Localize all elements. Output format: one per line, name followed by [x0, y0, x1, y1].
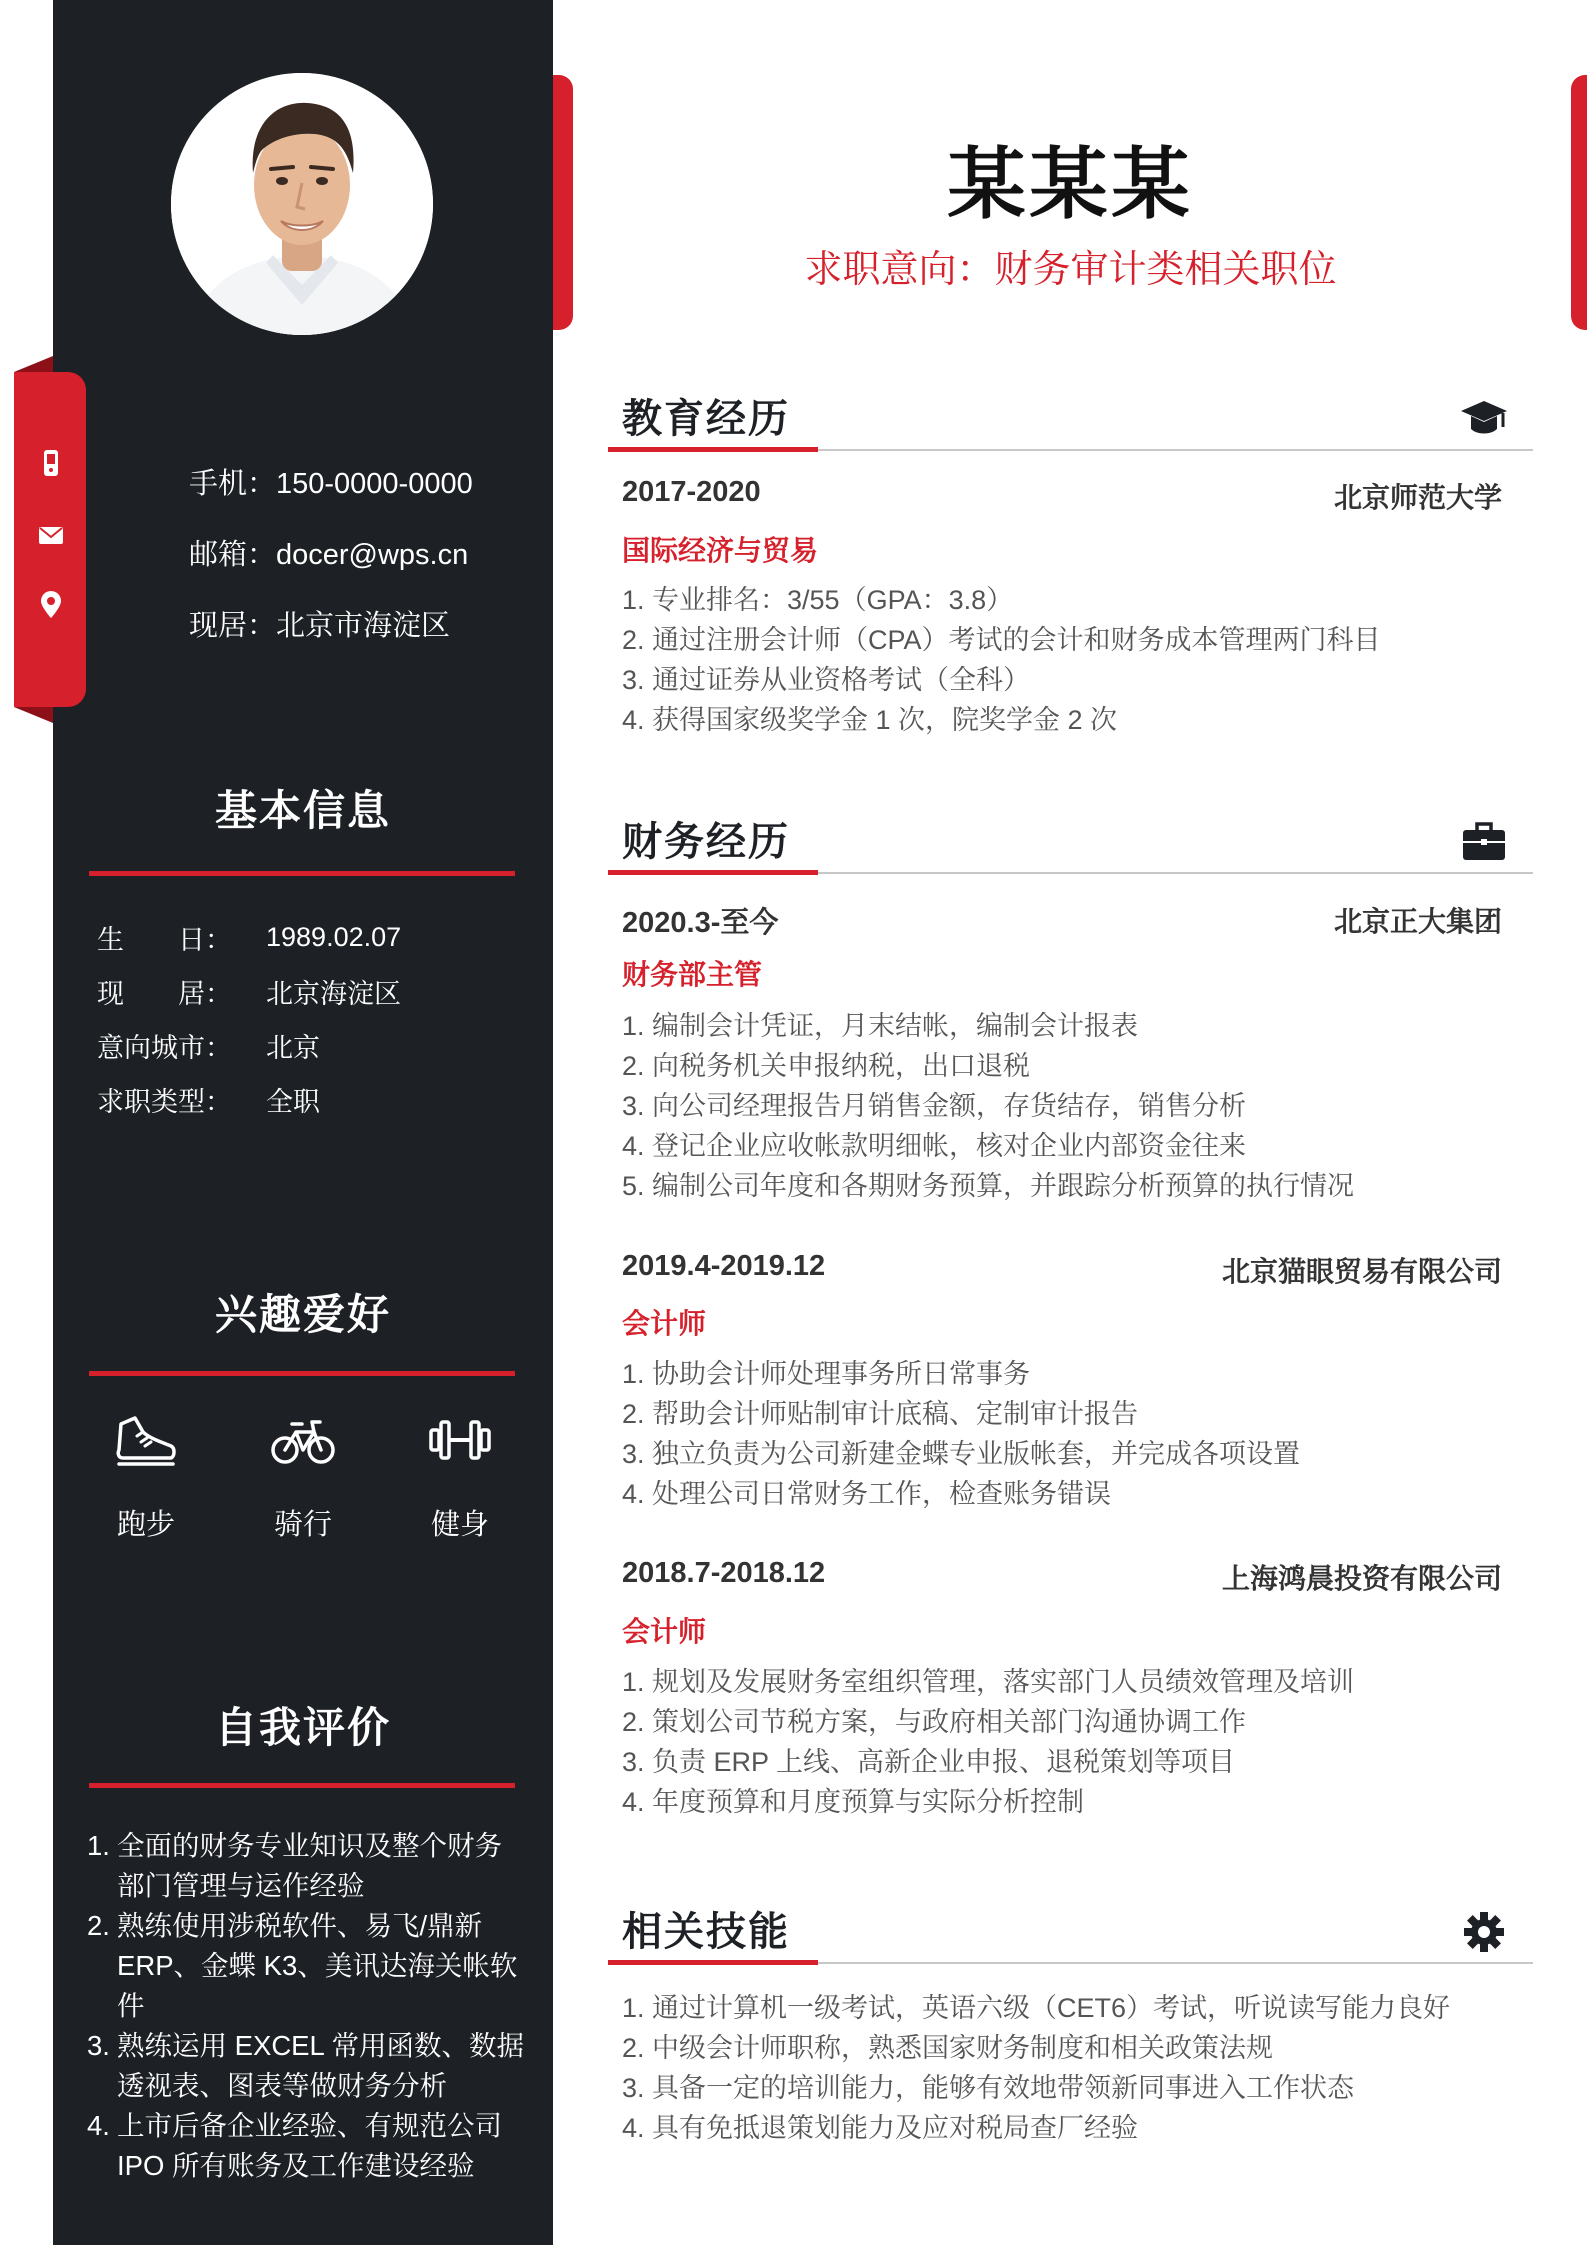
eval-number: 1. [87, 1830, 110, 1861]
skills-bullets [622, 1988, 1450, 2148]
education-major: 国际经济与贸易 [622, 535, 819, 566]
self-eval-title: 自我评价 [214, 1703, 391, 1752]
hobbies-list [71, 1410, 535, 1543]
sidebar [53, 0, 553, 2245]
eval-line: 全面的财务专业知识及整个财务 [117, 1830, 502, 1861]
page-red-edge [1571, 75, 1587, 330]
location-pin-icon [36, 590, 66, 620]
contact-list [189, 446, 473, 659]
contact-tab [14, 372, 86, 707]
bullet-item: 1. 协助会计师处理事务所日常事务 [622, 1359, 1031, 1389]
bullet-item: 2. 向税务机关申报纳税，出口退税 [622, 1051, 1031, 1081]
eval-line: 上市后备企业经验、有规范公司 [117, 2110, 502, 2141]
envelope-icon [36, 520, 66, 550]
eval-number: 2. [87, 1910, 110, 1941]
education-date: 2017-2020 [622, 476, 761, 508]
eval-line: 熟练使用涉税软件、易飞/鼎新 [117, 1910, 483, 1941]
running-shoe-icon [113, 1410, 179, 1470]
info-row-job-type [97, 1072, 401, 1126]
info-row-birthday [97, 910, 401, 964]
work-bullets [622, 1662, 1354, 1822]
info-label: 现 居： [97, 978, 232, 1009]
info-label: 求职类型： [97, 1086, 232, 1117]
education-title: 教育经历 [622, 395, 790, 442]
bullet-item: 1. 编制会计凭证，月末结帐，编制会计报表 [622, 1011, 1139, 1041]
hobby-running [71, 1410, 221, 1543]
work-date: 2019.4-2019.12 [622, 1250, 826, 1282]
work-entry-head [622, 1250, 1502, 1290]
info-row-residence [97, 964, 401, 1018]
eval-text [117, 2106, 502, 2186]
briefcase-icon [1459, 816, 1509, 864]
hobby-label: 骑行 [273, 1509, 332, 1541]
job-intent: 求职意向：财务审计类相关职位 [804, 249, 1337, 291]
contact-phone: 手机：150-0000-0000 [189, 468, 473, 500]
work-company: 上海鸿晨投资有限公司 [1221, 1563, 1502, 1594]
hobbies-title: 兴趣爱好 [214, 1290, 391, 1339]
bullet-item: 4. 年度预算和月度预算与实际分析控制 [622, 1787, 1085, 1817]
bullet-item: 1. 专业排名：3/55（GPA：3.8） [622, 585, 1014, 615]
bullet-item: 5. 编制公司年度和各期财务预算，并跟踪分析预算的执行情况 [622, 1171, 1355, 1201]
section-accent [608, 1960, 818, 1965]
bullet-item: 3. 独立负责为公司新建金蝶专业版帐套，并完成各项设置 [622, 1439, 1301, 1469]
bullet-item: 1. 通过计算机一级考试，英语六级（CET6）考试，听说读写能力良好 [622, 1993, 1451, 2023]
self-eval-item [87, 1906, 527, 2026]
education-school: 北京师范大学 [1333, 482, 1502, 513]
bullet-item: 4. 具有免抵退策划能力及应对税局查厂经验 [622, 2113, 1139, 2143]
graduation-cap-icon [1459, 393, 1509, 441]
info-label: 意向城市： [97, 1032, 232, 1063]
info-label: 生 日： [97, 924, 232, 955]
info-row-target-city [97, 1018, 401, 1072]
basic-info-list [97, 910, 401, 1126]
bullet-item: 3. 负责 ERP 上线、高新企业申报、退税策划等项目 [622, 1747, 1236, 1777]
bullet-item: 2. 通过注册会计师（CPA）考试的会计和财务成本管理两门科目 [622, 625, 1381, 655]
bullet-item: 3. 向公司经理报告月销售金额，存货结存，销售分析 [622, 1091, 1247, 1121]
bullet-item: 2. 中级会计师职称，熟悉国家财务制度和相关政策法规 [622, 2033, 1274, 2063]
bullet-item: 3. 通过证券从业资格考试（全科） [622, 665, 1031, 695]
work-role: 会计师 [622, 1616, 707, 1647]
work-date: 2020.3-至今 [622, 907, 779, 939]
bullet-item: 1. 规划及发展财务室组织管理，落实部门人员绩效管理及培训 [622, 1667, 1355, 1697]
hobby-cycling [228, 1410, 378, 1543]
contact-email: 邮箱：docer@wps.cn [189, 539, 469, 571]
eval-text [117, 2026, 524, 2106]
info-value: 全职 [266, 1086, 320, 1117]
info-value: 1989.02.07 [266, 921, 402, 952]
profile-photo [171, 73, 433, 335]
basic-info-title: 基本信息 [214, 786, 391, 835]
bullet-item: 4. 获得国家级奖学金 1 次，院奖学金 2 次 [622, 705, 1118, 735]
mobile-phone-icon [36, 448, 66, 478]
work-entry-head [622, 900, 1502, 940]
bullet-item: 4. 处理公司日常财务工作，检查账务错误 [622, 1479, 1112, 1509]
work-header [608, 810, 1533, 878]
self-eval-list [87, 1826, 527, 2186]
contact-location: 现居：北京市海淀区 [189, 610, 451, 642]
avatar [171, 73, 433, 335]
hobby-fitness [385, 1410, 535, 1543]
info-value: 北京 [266, 1032, 320, 1063]
eval-line: ERP、金蝶 K3、美讯达海关帐软件 [117, 1950, 518, 2021]
self-eval-divider [89, 1783, 515, 1788]
eval-line: 部门管理与运作经验 [117, 1870, 365, 1901]
candidate-name: 某某某 [947, 139, 1194, 230]
eval-text [117, 1906, 527, 2026]
bicycle-icon [270, 1410, 336, 1470]
eval-number: 4. [87, 2110, 110, 2141]
contact-tab-fold-top [14, 356, 53, 372]
work-entry-head [622, 1557, 1502, 1597]
dumbbell-icon [427, 1410, 493, 1470]
hobby-label: 跑步 [116, 1509, 175, 1541]
work-title: 财务经历 [622, 818, 790, 865]
bullet-item: 3. 具备一定的培训能力，能够有效地带领新同事进入工作状态 [622, 2073, 1355, 2103]
info-value: 北京海淀区 [266, 978, 401, 1009]
section-accent [608, 447, 818, 452]
section-accent [608, 870, 818, 875]
contact-tab-fold-bottom [14, 707, 53, 723]
eval-number: 3. [87, 2030, 110, 2061]
self-eval-item [87, 1826, 527, 1906]
self-eval-item [87, 2106, 527, 2186]
education-entry-head [622, 476, 1502, 516]
skills-title: 相关技能 [622, 1908, 790, 1955]
bullet-item: 2. 策划公司节税方案，与政府相关部门沟通协调工作 [622, 1707, 1247, 1737]
sidebar-red-edge [553, 75, 573, 330]
education-bullets [622, 580, 1381, 740]
skills-header [608, 1900, 1533, 1968]
work-role: 会计师 [622, 1308, 707, 1339]
work-bullets [622, 1354, 1300, 1514]
gear-icon [1459, 1906, 1509, 1954]
work-company: 北京猫眼贸易有限公司 [1221, 1256, 1502, 1287]
work-date: 2018.7-2018.12 [622, 1557, 826, 1589]
eval-text [117, 1826, 502, 1906]
hobbies-divider [89, 1371, 515, 1376]
basic-info-divider [89, 871, 515, 876]
bullet-item: 2. 帮助会计师贴制审计底稿、定制审计报告 [622, 1399, 1139, 1429]
self-eval-item [87, 2026, 527, 2106]
work-company: 北京正大集团 [1333, 906, 1502, 937]
eval-line: 熟练运用 EXCEL 常用函数、数据 [117, 2030, 524, 2061]
bullet-item: 4. 登记企业应收帐款明细帐，核对企业内部资金往来 [622, 1131, 1247, 1161]
work-role: 财务部主管 [622, 959, 763, 990]
eval-line: 透视表、图表等做财务分析 [117, 2070, 447, 2101]
education-header [608, 387, 1533, 455]
eval-line: IPO 所有账务及工作建设经验 [117, 2150, 475, 2181]
work-bullets [622, 1006, 1354, 1206]
hobby-label: 健身 [430, 1509, 489, 1541]
